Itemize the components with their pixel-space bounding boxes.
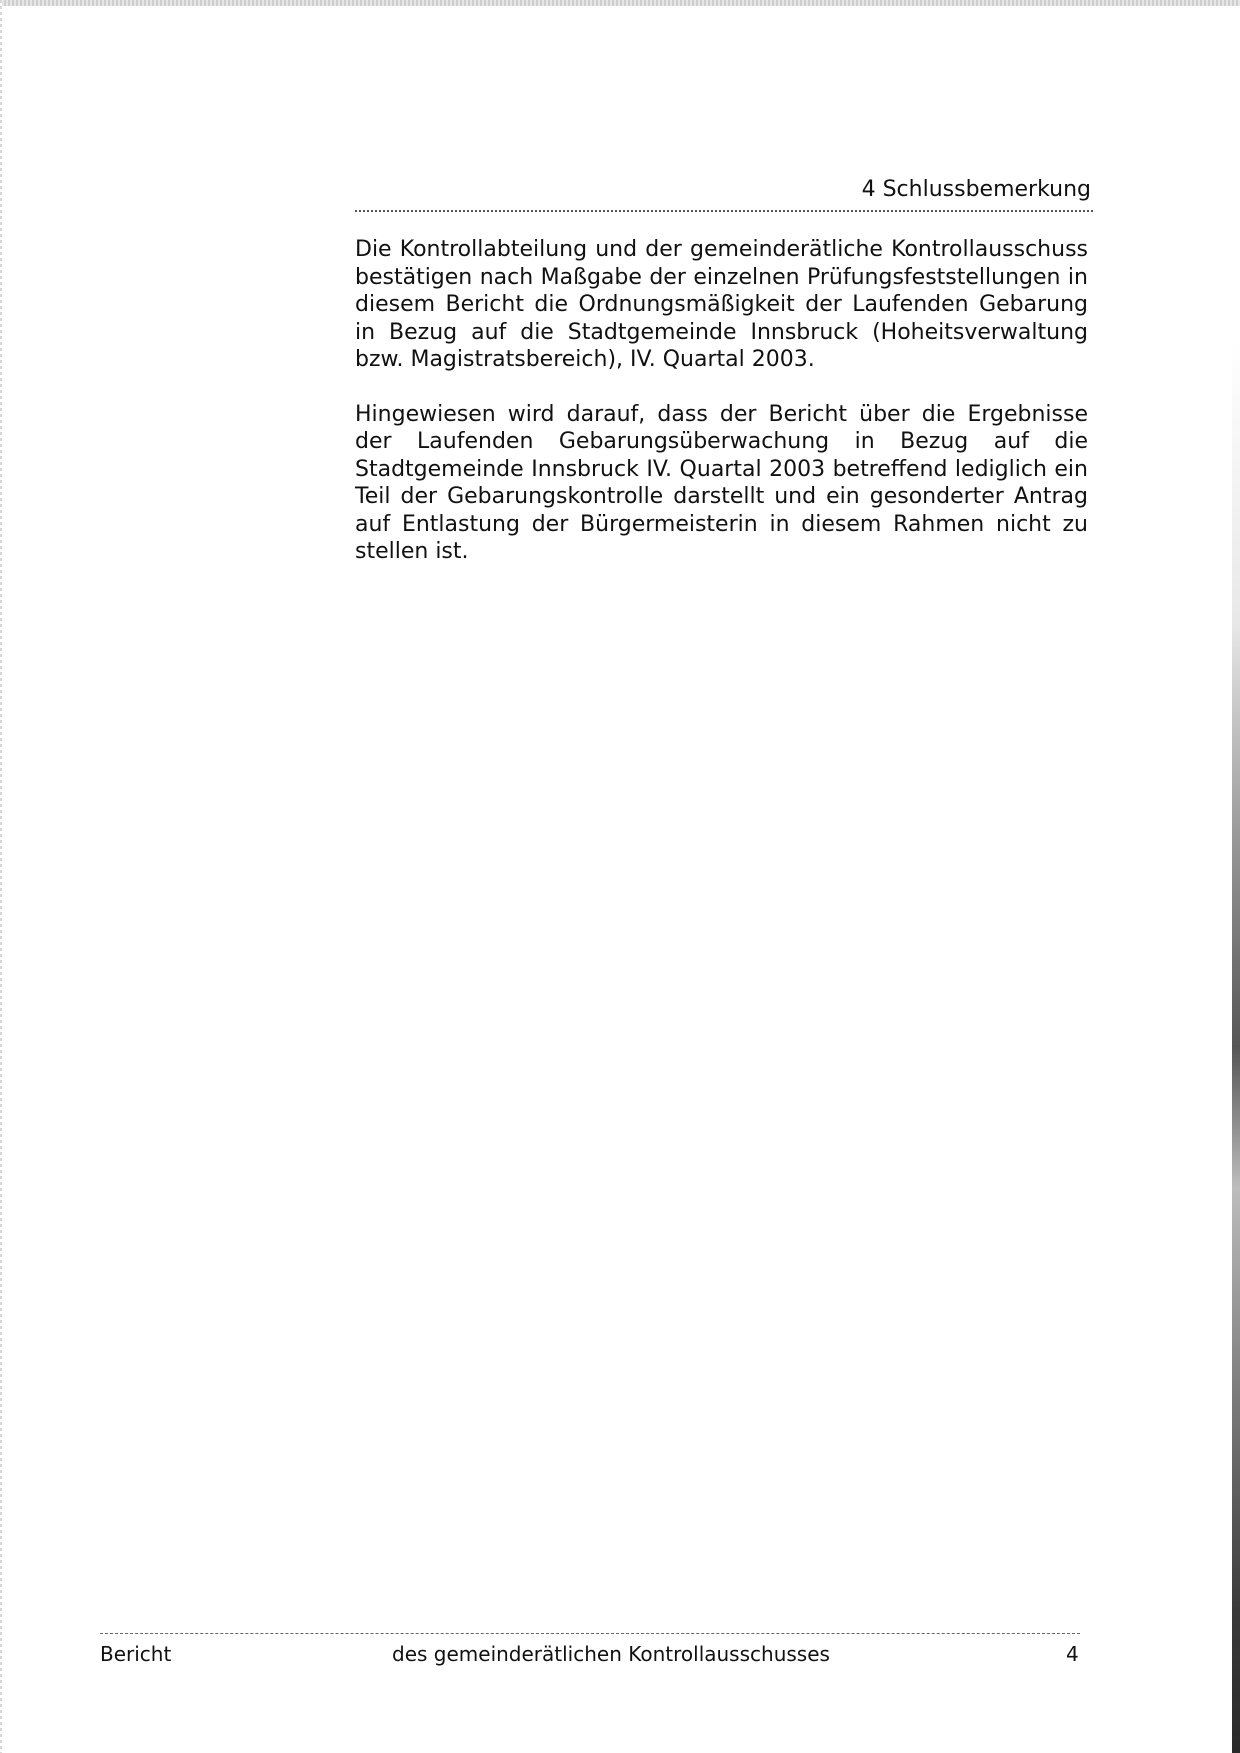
footer-committee-label: des gemeinderätlichen Kontrollausschusses — [392, 1642, 830, 1666]
page-number: 4 — [1066, 1642, 1079, 1666]
page-header — [355, 174, 1093, 212]
section-title: 4 Schlussbemerkung — [861, 177, 1091, 202]
body-paragraph-1: Die Kontrollabteilung und der gemeinderätliche Kontrollausschuss bestätigen nach Maßgabe der einzelnen Prüfungsfeststellungen in diesem Bericht die Ordnungsmäßigkeit der Laufenden Gebarung in Bezug auf die Stadtgemeinde Innsbruck (Hoheitsverwaltung bzw. Magistratsbereich), IV. Quartal 2003. — [355, 237, 1088, 372]
scan-edge-right — [1232, 340, 1240, 1753]
footer-divider — [100, 1633, 1080, 1634]
body-paragraph-2: Hingewiesen wird darauf, dass der Bericht über die Ergebnisse der Laufenden Gebarungsüberwachung in Bezug auf die Stadtgemeinde Innsbruck IV. Quartal 2003 betreffend lediglich ein Teil der Gebarungskontrolle darstellt und ein gesonderter Antrag auf Entlastung der Bürgermeisterin in diesem Rahmen nicht zu stellen ist. — [355, 401, 1088, 564]
footer-report-label: Bericht — [100, 1642, 172, 1666]
scan-edge-left — [0, 0, 2, 1753]
scan-edge-top — [0, 0, 1240, 6]
page-body — [355, 236, 1088, 593]
